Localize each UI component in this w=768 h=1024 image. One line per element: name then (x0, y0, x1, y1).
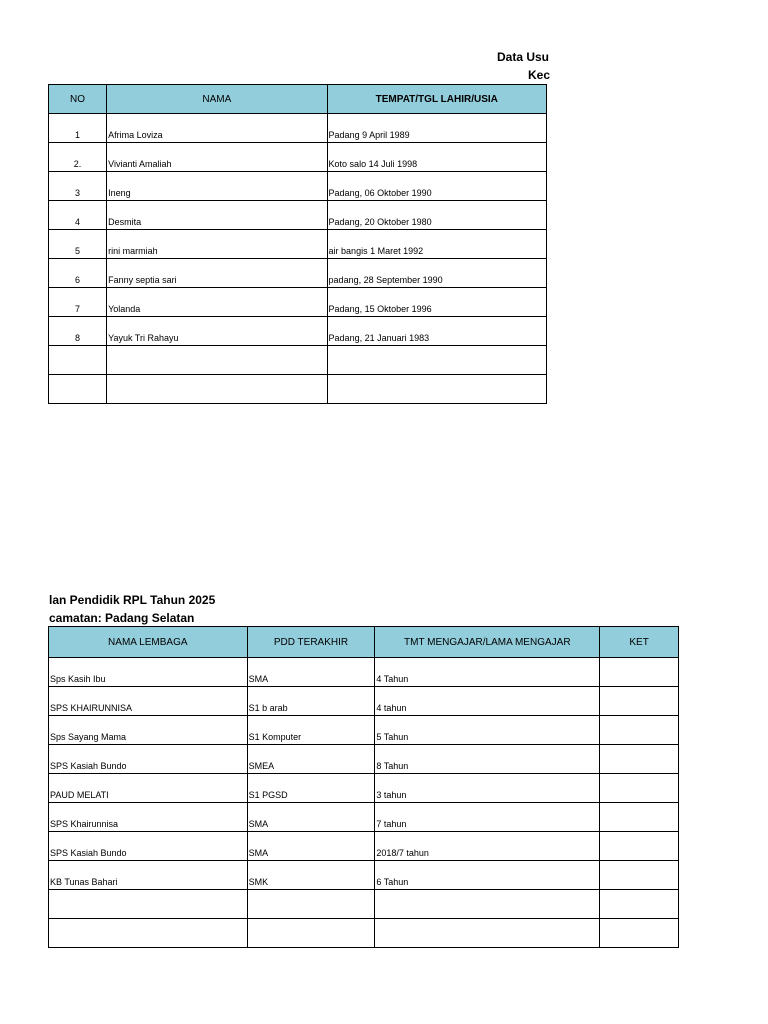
cell-pdd-terakhir: SMA (247, 658, 375, 687)
cell-no: 3 (49, 172, 107, 201)
cell-no: 6 (49, 259, 107, 288)
table-row (49, 803, 679, 832)
header-nama: NAMA (107, 85, 327, 114)
cell-ket (600, 861, 679, 890)
header-tmt-mengajar: TMT MENGAJAR/LAMA MENGAJAR (375, 627, 600, 658)
cell-ttl: air bangis 1 Maret 1992 (327, 230, 546, 259)
cell-ket (600, 687, 679, 716)
cell-ttl: Padang, 06 Oktober 1990 (327, 172, 546, 201)
cell-tmt-mengajar: 2018/7 tahun (375, 832, 600, 861)
header-ket: KET (600, 627, 679, 658)
cell-no: 4 (49, 201, 107, 230)
table-row (49, 346, 547, 375)
cell-no (49, 346, 107, 375)
cell-pdd-terakhir (247, 890, 375, 919)
cell-ttl (327, 346, 546, 375)
cell-nama: Fanny septia sari (107, 259, 327, 288)
cell-ket (600, 745, 679, 774)
cell-nama: Yolanda (107, 288, 327, 317)
doc-title-fragment-2: Kec (528, 68, 551, 82)
cell-ket (600, 658, 679, 687)
cell-nama-lembaga (49, 919, 248, 948)
cell-ket (600, 774, 679, 803)
cell-ttl: Padang 9 April 1989 (327, 114, 546, 143)
cell-nama-lembaga: SPS Kasiah Bundo (49, 832, 248, 861)
cell-nama (107, 346, 327, 375)
table-row (49, 861, 679, 890)
cell-ket (600, 803, 679, 832)
cell-nama: rini marmiah (107, 230, 327, 259)
cell-no: 1 (49, 114, 107, 143)
cell-nama-lembaga (49, 890, 248, 919)
table-teachers-institution (48, 626, 679, 948)
cell-nama-lembaga: Sps Kasih Ibu (49, 658, 248, 687)
cell-no: 5 (49, 230, 107, 259)
cell-pdd-terakhir: SMK (247, 861, 375, 890)
cell-pdd-terakhir (247, 919, 375, 948)
header-no: NO (49, 85, 107, 114)
table-row (49, 317, 547, 346)
cell-nama-lembaga: KB Tunas Bahari (49, 861, 248, 890)
table-row (49, 687, 679, 716)
cell-nama: Vivianti Amaliah (107, 143, 327, 172)
cell-nama-lembaga: SPS KHAIRUNNISA (49, 687, 248, 716)
cell-ttl: padang, 28 September 1990 (327, 259, 546, 288)
cell-tmt-mengajar: 4 Tahun (375, 658, 600, 687)
cell-tmt-mengajar: 5 Tahun (375, 716, 600, 745)
cell-tmt-mengajar: 7 tahun (375, 803, 600, 832)
cell-tmt-mengajar: 6 Tahun (375, 861, 600, 890)
cell-nama: Afrima Loviza (107, 114, 327, 143)
cell-tmt-mengajar: 8 Tahun (375, 745, 600, 774)
cell-ket (600, 832, 679, 861)
table-row (49, 890, 679, 919)
header-nama-lembaga: NAMA LEMBAGA (49, 627, 248, 658)
table-row (49, 259, 547, 288)
table-row (49, 143, 547, 172)
cell-pdd-terakhir: S1 Komputer (247, 716, 375, 745)
table-row (49, 658, 679, 687)
doc-title-fragment-1: Data Usu (497, 50, 550, 64)
cell-ttl: Padang, 21 Januari 1983 (327, 317, 546, 346)
table-row (49, 832, 679, 861)
cell-no (49, 375, 107, 404)
cell-nama: Yayuk Tri Rahayu (107, 317, 327, 346)
table-row (49, 201, 547, 230)
table-row (49, 288, 547, 317)
cell-pdd-terakhir: SMA (247, 832, 375, 861)
cell-nama-lembaga: Sps Sayang Mama (49, 716, 248, 745)
table-row (49, 745, 679, 774)
cell-tmt-mengajar (375, 919, 600, 948)
header-ttl: TEMPAT/TGL LAHIR/USIA (327, 85, 546, 114)
cell-nama: Desmita (107, 201, 327, 230)
table-row (49, 172, 547, 201)
table-body (49, 658, 679, 948)
cell-nama-lembaga: SPS Khairunnisa (49, 803, 248, 832)
cell-tmt-mengajar: 4 tahun (375, 687, 600, 716)
cell-ket (600, 890, 679, 919)
cell-ttl: Padang, 15 Oktober 1996 (327, 288, 546, 317)
cell-ket (600, 716, 679, 745)
table-header-row (49, 85, 547, 114)
cell-pdd-terakhir: SMEA (247, 745, 375, 774)
table-row (49, 919, 679, 948)
cell-ttl: Koto salo 14 Juli 1998 (327, 143, 546, 172)
table-header-row (49, 627, 679, 658)
table-row (49, 375, 547, 404)
table-row (49, 230, 547, 259)
table-teachers-identity (48, 84, 547, 404)
cell-pdd-terakhir: SMA (247, 803, 375, 832)
table-row (49, 774, 679, 803)
cell-nama-lembaga: PAUD MELATI (49, 774, 248, 803)
doc-title-fragment-3: lan Pendidik RPL Tahun 2025 (49, 593, 216, 607)
cell-ket (600, 919, 679, 948)
table-row (49, 114, 547, 143)
cell-nama-lembaga: SPS Kasiah Bundo (49, 745, 248, 774)
cell-tmt-mengajar: 3 tahun (375, 774, 600, 803)
cell-ttl (327, 375, 546, 404)
cell-pdd-terakhir: S1 PGSD (247, 774, 375, 803)
header-pdd-terakhir: PDD TERAKHIR (247, 627, 375, 658)
cell-no: 2. (49, 143, 107, 172)
cell-nama: Ineng (107, 172, 327, 201)
doc-title-fragment-4: camatan: Padang Selatan (49, 611, 195, 625)
table-row (49, 716, 679, 745)
cell-pdd-terakhir: S1 b arab (247, 687, 375, 716)
table-body (49, 114, 547, 404)
cell-nama (107, 375, 327, 404)
cell-no: 8 (49, 317, 107, 346)
cell-no: 7 (49, 288, 107, 317)
cell-tmt-mengajar (375, 890, 600, 919)
cell-ttl: Padang, 20 Oktober 1980 (327, 201, 546, 230)
